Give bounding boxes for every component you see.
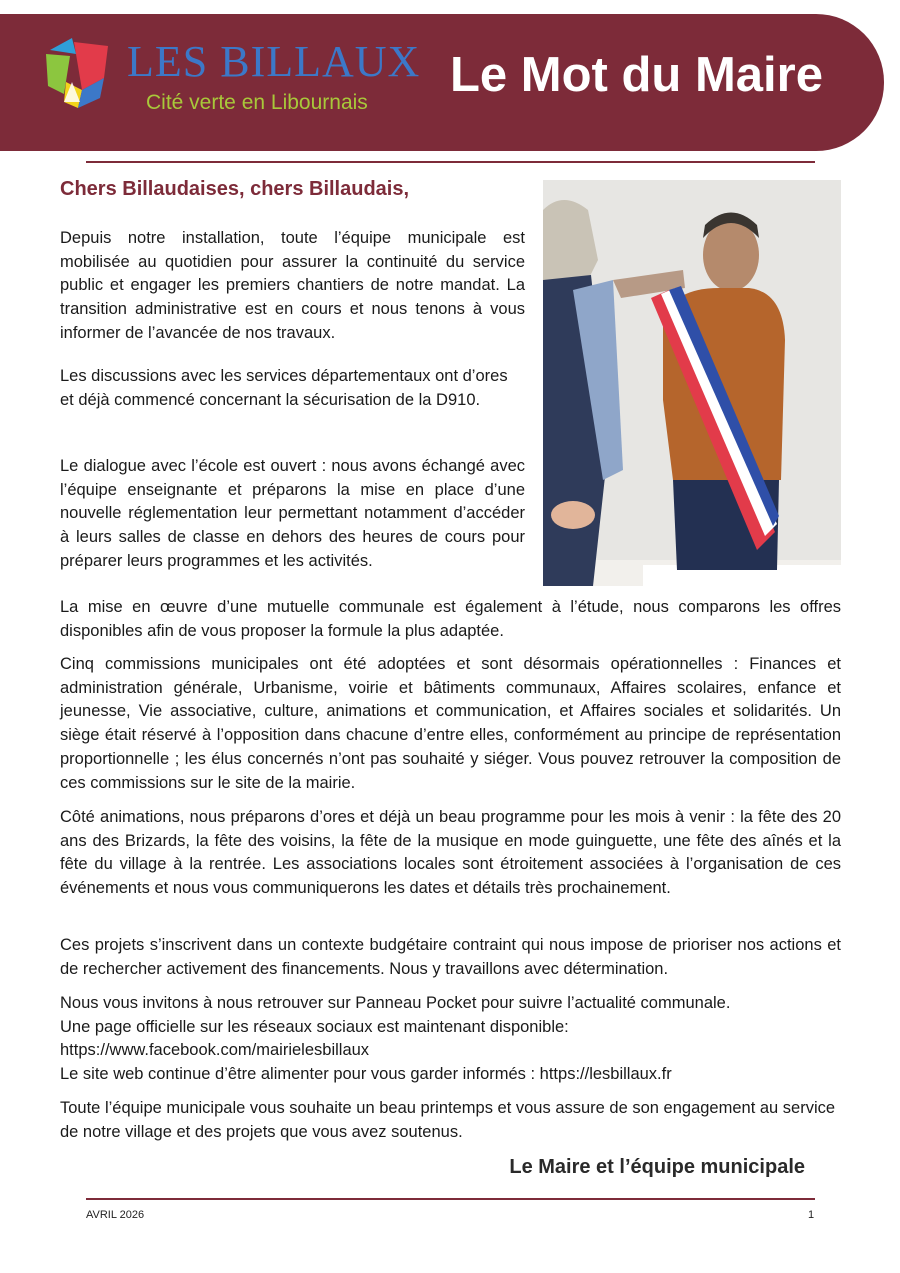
paragraph-animations: Côté animations, nous préparons d’ores et déjà un beau programme pour les mois à venir : la fête des 20 ans des Brizards, la fête des voisins, la fête de la musique en mode guinguette, une fête des aînés et la fête du village à la rentrée. Les associations locales sont étroitement associées à l’organisation de ces événements et nous vous communiquerons les dates et détails très prochainement. — [60, 808, 841, 898]
paragraph-budget: Ces projets s’inscrivent dans un contexte budgétaire contraint qui nous impose de prioriser nos actions et de rechercher activement des financements. Nous y travaillons avec détermination. — [60, 936, 841, 978]
top-divider — [86, 161, 815, 163]
les-billaux-logo-icon — [42, 32, 114, 116]
paragraph-mutuelle: La mise en œuvre d’une mutuelle communale est également à l’étude, nous comparons les offres disponibles afin de vous proposer la formule la plus adaptée. — [60, 598, 841, 640]
facebook-link[interactable]: https://www.facebook.com/mairielesbillaux — [60, 1041, 370, 1060]
brand-tagline: Cité verte en Libournais — [146, 91, 368, 114]
paragraph-closing: Toute l’équipe municipale vous souhaite un beau printemps et vous assure de son engagement au service de notre village et des projets que vous avez soutenus. — [60, 1099, 836, 1141]
paragraph-school: Le dialogue avec l’école est ouvert : nous avons échangé avec l’équipe enseignante et préparons la mise en place d’une nouvelle réglementation leur permettant notamment d’accéder à leurs salles de classe en dehors des heures de cours pour préparer leurs programmes et les activités. — [60, 457, 525, 570]
letter-greeting: Chers Billaudaises, chers Billaudais, — [60, 178, 410, 200]
footer-date: AVRIL 2026 — [86, 1209, 145, 1221]
contact-block — [60, 992, 841, 1087]
brand-name: LES BILLAUX — [127, 37, 421, 86]
contact-panneau-pocket: Nous vous invitons à nous retrouver sur Panneau Pocket pour suivre l’actualité communale. — [60, 994, 731, 1012]
page-number: 1 — [808, 1209, 815, 1221]
mayor-sash-photo — [543, 180, 841, 586]
paragraph-d910: Les discussions avec les services départementaux ont d’ores et déjà commencé concernant la sécurisation de la D910. — [60, 367, 508, 409]
page-title: Le Mot du Maire — [450, 48, 823, 102]
paragraph-installation: Depuis notre installation, toute l’équipe municipale est mobilisée au quotidien pour assurer la continuité du service public et engager les premiers chantiers de notre mandat. La transition administrative est en cours et nous tenons à vous informer de l’avancée de nos travaux. — [60, 229, 525, 342]
bottom-divider — [86, 1198, 815, 1200]
contact-social-intro: Une page officielle sur les réseaux sociaux est maintenant disponible: — [60, 1017, 569, 1036]
paragraph-commissions: Cinq commissions municipales ont été adoptées et sont désormais opérationnelles : Finances et administration générale, Urbanisme, voirie et bâtiments communaux, Affaires scolaires, enfance et jeunesse, Vie associative, culture, animations et communication, et Affaires sociales et solidarités. Un siège était réservé à l’opposition dans chacune d’entre elles, conformément au principe de représentation proportionnelle ; les élus concernés n’ont pas souhaité y siéger. Vous pouvez retrouver la composition de ces commissions sur le site de la mairie. — [60, 655, 841, 792]
website-link[interactable]: Le site web continue d’être alimenter pour vous garder informés : https://lesbillaux.fr — [60, 1065, 672, 1084]
signature: Le Maire et l’équipe municipale — [509, 1156, 805, 1178]
